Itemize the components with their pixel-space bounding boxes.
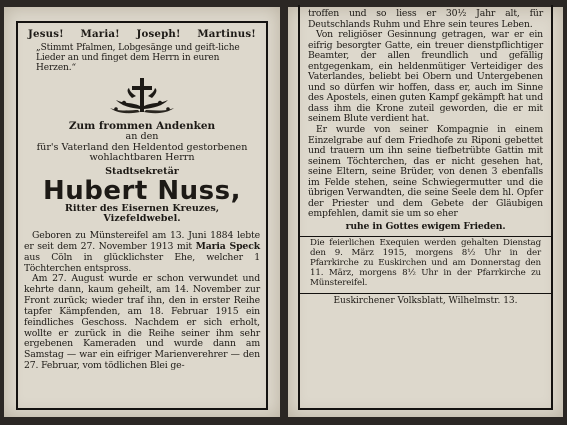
bio-1-part-a: Geboren zu Münstereifel am 13. Juni 1884 lebte er seit dem 27. November 1913 mit (24, 229, 260, 252)
saint-joseph: Joseph! (136, 28, 181, 40)
bio-1-part-b: aus Cöln in glücklichster Ehe, welcher 1 Töchterchen entspross. (24, 251, 260, 274)
funeral-services-text: Die feierlichen Exequien werden gehalten Dienstag den 9. März 1915, morgens 8½ Uhr in der Pfarrkirche zu Euskirchen und am Donnerstag den 11. März, morgens 8½ Uhr in der Pfarrkirche zu Münstereifel. (310, 238, 541, 289)
cross-ornament-icon (24, 76, 260, 118)
text-paragraph-3: Er wurde von seiner Kompagnie in einem Einzelgrabe auf dem Friedhofe zu Riponi gebettet und trauern um ihn seine tiefbetrübte Gattin mit seinem Töchterchen, das er nicht gesehen hat, seine Eltern, seine Brüder, von denen 3 ebenfalls im Felde stehen, seine Schwiegermutter und die übrigen Verwandten, die seine Seele dem hl. Opfer der Priester und dem Gebete der Gläubigen empfehlen, damit sie um so eher (308, 124, 543, 220)
an-den-line: an den (125, 131, 159, 142)
saint-martinus: Martinus! (197, 28, 256, 40)
saints-header (24, 28, 260, 40)
rest-in-peace-line: ruhe in Gottes ewigem Frieden. (345, 220, 506, 232)
military-rank: Vizefeldwebel. (103, 213, 181, 225)
text-paragraph-2: Von religiöser Gesinnung getragen, war er ein eifrig besorgter Gatte, ein treuer dienstpflichtiger Beamter, der allen freundlich und gefällig entgegenkam, ein heldenmütiger Verteidiger des Vaterlandes, beliebt bei Obern und Untergebenen und so dürfen wir hoffen, dass er, auch im Sinne des Apostels, einen guten Kampf gekämpft hat und dass ihm die Krone zuteil geworden, die er mit seinem Blute verdient hat. (308, 29, 543, 125)
saint-jesus: Jesus! (28, 28, 64, 40)
bio-paragraph-2: Am 27. August wurde er schon verwundet und kehrte dann, kaum geheilt, am 14. November zur Front zurück; wieder traf ihn, den in erster Reihe tapfer Kämpfenden, am 18. Februar 1915 ein feindliches Geschoss. Nachdem er sich erholt, wollte er zurück in die Reihe seiner ihm sehr ergebenen Kameraden und wurde dann am Samstag — war ein eifriger Marienverehrer — den 27. Februar, vom tödlichen Blei ge- (24, 273, 260, 372)
bio-paragraph-1 (24, 231, 260, 274)
right-border-frame (298, 5, 553, 410)
heroic-death-line: für's Vaterland den Heldentod gestorbenen (36, 141, 248, 153)
left-border-frame (16, 21, 268, 410)
divider-lower (300, 293, 551, 294)
divider-upper (300, 236, 551, 237)
saint-maria: Maria! (80, 28, 120, 40)
worthy-line: wohlachtbaren Herrn (89, 152, 195, 164)
rank-title: Stadtsekretär (105, 165, 179, 177)
right-page (288, 7, 563, 417)
wife-name: Maria Speck (195, 240, 261, 252)
in-memoriam-heading: Zum frommen Andenken (68, 120, 216, 132)
continued-text (306, 9, 545, 232)
left-page (4, 7, 280, 417)
biography-text (24, 231, 260, 372)
iron-cross-honor: Ritter des Eisernen Kreuzes, (64, 202, 220, 214)
printer-imprint: Euskirchener Volksblatt, Wilhelmstr. 13. (333, 296, 518, 307)
text-paragraph-1: troffen und so liess er 30½ Jahr alt, für Deutschlands Ruhm und Ehre sein teures Leben. (308, 8, 543, 30)
psalm-quote: „Stimmt Pfalmen, Lobgesänge und geift-liche Lieder an und finget dem Herrn in euren Herzen.“ (36, 43, 240, 73)
deceased-name: Hubert Nuss, (43, 175, 241, 206)
